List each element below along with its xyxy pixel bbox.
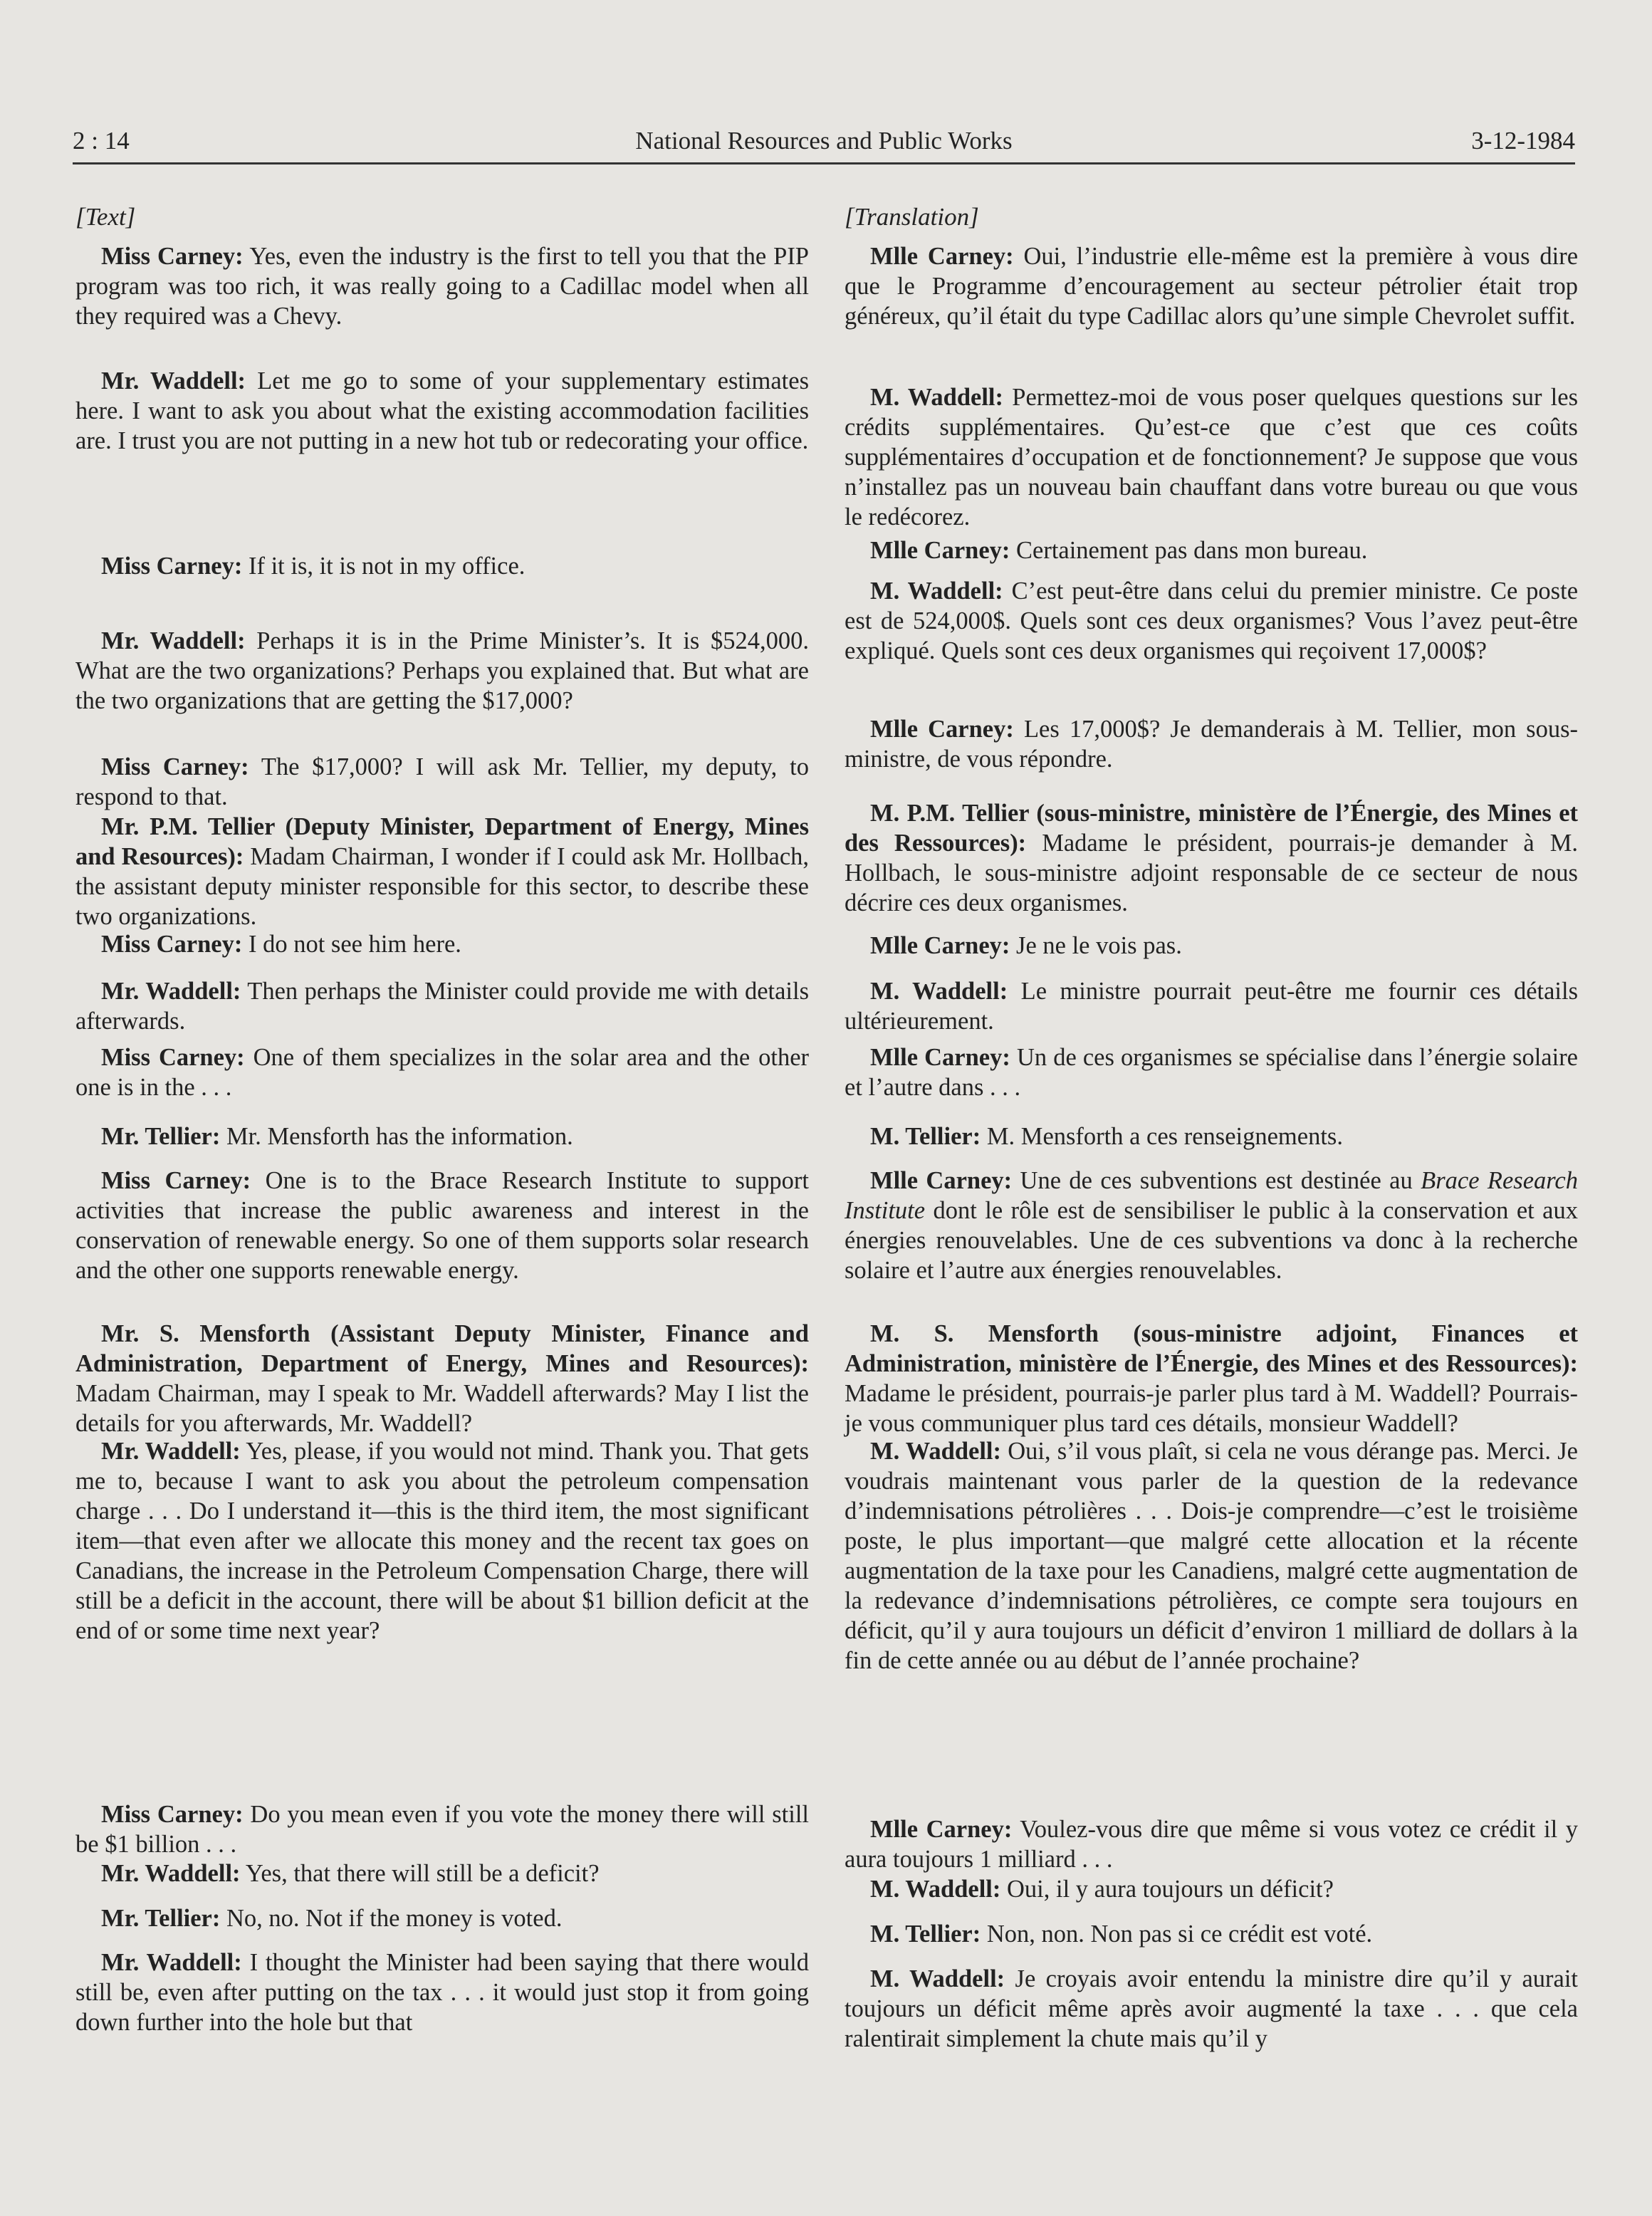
speaker-name: Mr. Waddell: <box>101 367 246 394</box>
speech-text: One is to the Brace Research Institute to support activities that increase the public awareness and interest in the conservation of renewable energy. So one of them supports solar research and the other one supports renewable energy. <box>75 1167 809 1284</box>
speech-paragraph <box>75 1166 809 1285</box>
speaker-name: Mlle Carney: <box>870 1044 1010 1071</box>
speaker-name: Miss Carney: <box>101 1167 251 1194</box>
speech-text: I thought the Minister had been saying that there would still be, even after putting on the tax . . . it would just stop it from going down further into the hole but that <box>75 1949 810 2036</box>
speech-paragraph <box>845 1319 1578 1438</box>
speech-paragraph <box>845 798 1578 918</box>
column-tag: [Text] <box>75 203 136 231</box>
italic-name: Brace Research Institute <box>845 1167 1578 1224</box>
speaker-name: Mr. Waddell: <box>101 1860 241 1887</box>
speech-text: M. Mensforth a ces renseignements. <box>986 1123 1343 1150</box>
speaker-name: Miss Carney: <box>101 243 244 270</box>
speech-paragraph <box>75 976 809 1036</box>
publication-title: National Resources and Public Works <box>635 127 1013 155</box>
speaker-name: M. Waddell: <box>870 1965 1005 1992</box>
speech-text: Voulez-vous dire que même si vous votez ce crédit il y aura toujours 1 milliard . . . <box>845 1816 1578 1873</box>
speech-text: Madame le président, pourrais-je demander à M. Hollbach, le sous-ministre adjoint responsable de ce secteur de nous décrire ces deux organismes. <box>845 830 1578 916</box>
speech-text: Oui, l’industrie elle-même est la première à vous dire que le Programme d’encouragement au secteur pétrolier était trop généreux, qu’il était du type Cadillac alors qu’une simple Chevrolet suffit. <box>845 243 1579 330</box>
speech-paragraph <box>845 382 1578 532</box>
speech-text: Je croyais avoir entendu la ministre dire qu’il y aurait toujours un déficit même après avoir augmenté la taxe . . . que cela ralentirait simplement la chute mais qu’il y <box>845 1965 1579 2052</box>
speaker-name: Miss Carney: <box>101 1044 245 1071</box>
speech-paragraph <box>845 1436 1578 1676</box>
speech-text: If it is, it is not in my office. <box>248 553 526 580</box>
speaker-name: M. Waddell: <box>870 1438 1001 1465</box>
speaker-name: Mr. Tellier: <box>101 1123 221 1150</box>
speaker-name: M. P.M. Tellier (sous-ministre, ministère de l’Énergie, des Mines et des Ressources): <box>845 800 1578 857</box>
speaker-name: M. Tellier: <box>870 1123 981 1150</box>
speech-paragraph <box>845 1964 1578 2054</box>
speaker-name: M. Waddell: <box>870 384 1004 411</box>
speech-paragraph <box>75 752 809 812</box>
speaker-name: Miss Carney: <box>101 1801 244 1828</box>
speech-text: Permettez-moi de vous poser quelques questions sur les crédits supplémentaires. Qu’est-ce que c’est que ces coûts supplémentaires d’occupation et de fonctionnement? Je suppose que vous n’installez pas un nouveau bain chauffant dans votre bureau ou que vous le redécorez. <box>845 384 1578 531</box>
speaker-name: Mlle Carney: <box>870 1167 1013 1194</box>
speaker-name: M. Waddell: <box>870 577 1003 605</box>
speech-text: Yes, that there will still be a deficit? <box>245 1860 600 1887</box>
speech-text: Perhaps it is in the Prime Minister’s. It is $524,000. What are the two organizations? Perhaps you explained that. But what are the two organizations that are getting the $17,000? <box>75 627 809 714</box>
speech-text: Certainement pas dans mon bureau. <box>1016 537 1368 564</box>
speech-paragraph <box>845 535 1578 565</box>
speech-text: Then perhaps the Minister could provide me with details afterwards. <box>75 978 810 1035</box>
speaker-name: Mr. Waddell: <box>101 1949 242 1976</box>
speaker-name: M. Waddell: <box>870 1876 1001 1903</box>
speaker-name: Mr. Tellier: <box>101 1905 221 1932</box>
speech-paragraph <box>845 576 1578 666</box>
speaker-name: Mlle Carney: <box>870 716 1014 743</box>
speech-text: Le ministre pourrait peut-être me fournir ces détails ultérieurement. <box>845 978 1579 1035</box>
speaker-name: Mlle Carney: <box>870 1816 1013 1843</box>
speech-text: Mr. Mensforth has the information. <box>226 1123 573 1150</box>
speaker-name: Mr. S. Mensforth (Assistant Deputy Minister, Finance and Administration, Department of Energy, Mines and Resources): <box>75 1320 809 1377</box>
speaker-name: Miss Carney: <box>101 931 243 958</box>
speech-paragraph <box>75 1799 809 1859</box>
issue-date: 3-12-1984 <box>1471 127 1575 155</box>
speech-text: Madam Chairman, may I speak to Mr. Waddell afterwards? May I list the details for you afterwards, Mr. Waddell? <box>75 1380 809 1437</box>
speech-text: Yes, even the industry is the first to tell you that the PIP program was too rich, it was really going to a Cadillac model when all they required was a Chevy. <box>75 243 809 330</box>
speech-paragraph <box>75 551 809 581</box>
speech-paragraph <box>75 1903 809 1933</box>
speech-text: Les 17,000$? Je demanderais à M. Tellier, mon sous-ministre, de vous répondre. <box>845 716 1579 773</box>
column-tag: [Translation] <box>845 203 979 231</box>
speaker-name: Mlle Carney: <box>870 537 1010 564</box>
speaker-name: Mr. Waddell: <box>101 1438 241 1465</box>
speech-paragraph <box>845 1122 1578 1151</box>
speech-paragraph <box>845 1042 1578 1102</box>
speaker-name: Mlle Carney: <box>870 243 1014 270</box>
speech-text: One of them specializes in the solar area and the other one is in the . . . <box>75 1044 810 1101</box>
speech-text: Oui, s’il vous plaît, si cela ne vous dérange pas. Merci. Je voudrais maintenant vous parler de la question de la redevance d’indemnisations pétrolières . . . Dois-je comprendre—c’est le troisième poste, le plus important—que malgré cette allocation et la récente augmentation de la taxe pour les Canadiens, malgré cette augmentation de la redevance d’indemnisations pétrolières, ce compte sera toujours en déficit, qu’il y aura toujours un déficit d’environ 1 milliard de dollars à la fin de cette année ou au début de l’année prochaine? <box>845 1438 1578 1674</box>
speaker-name: Mr. P.M. Tellier (Deputy Minister, Department of Energy, Mines and Resources): <box>75 813 809 870</box>
speech-paragraph <box>845 976 1578 1036</box>
speech-paragraph <box>75 1436 809 1646</box>
page-number: 2 : 14 <box>73 127 130 155</box>
speech-text: Do you mean even if you vote the money there will still be $1 billion . . . <box>75 1801 810 1858</box>
speech-text-tail: dont le rôle est de sensibiliser le public à la conservation et aux énergies renouvelables. Une de ces subventions va donc à la recherche solaire et l’autre aux énergies renouvelables. <box>845 1197 1578 1284</box>
speaker-name: Mr. Waddell: <box>101 978 241 1005</box>
speech-text: The $17,000? I will ask Mr. Tellier, my deputy, to respond to that. <box>75 753 809 810</box>
speech-paragraph <box>75 1122 809 1151</box>
speaker-name: M. Waddell: <box>870 978 1008 1005</box>
speech-paragraph <box>845 1874 1578 1904</box>
speaker-name: M. Tellier: <box>870 1920 981 1948</box>
speech-paragraph <box>75 812 809 931</box>
speech-paragraph <box>845 931 1578 961</box>
speech-text: Madame le président, pourrais-je parler plus tard à M. Waddell? Pourrais-je vous communiquer plus tard ces détails, monsieur Waddell? <box>845 1380 1578 1437</box>
speech-paragraph <box>75 1948 809 2037</box>
speech-paragraph <box>75 626 809 716</box>
speech-text: Let me go to some of your supplementary estimates here. I want to ask you about what the existing accommodation facilities are. I trust you are not putting in a new hot tub or redecorating your office. <box>75 367 810 454</box>
speaker-name: Mr. Waddell: <box>101 627 246 654</box>
speech-paragraph <box>75 1859 809 1888</box>
speech-paragraph <box>845 1814 1578 1874</box>
english-column <box>75 202 810 2036</box>
speech-paragraph <box>845 1919 1578 1949</box>
speech-text: Un de ces organismes se spécialise dans l’énergie solaire et l’autre dans . . . <box>845 1044 1578 1101</box>
speech-paragraph <box>845 241 1578 331</box>
speaker-name: Miss Carney: <box>101 753 249 780</box>
speaker-name: Mlle Carney: <box>870 932 1010 959</box>
speech-text: Non, non. Non pas si ce crédit est voté. <box>986 1920 1373 1948</box>
speech-paragraph <box>75 1042 809 1102</box>
speech-text: Oui, il y aura toujours un déficit? <box>1007 1876 1334 1903</box>
speech-text: C’est peut-être dans celui du premier ministre. Ce poste est de 524,000$. Quels sont ces deux organismes? Vous l’avez peut-être expliqué. Quels sont ces deux organismes qui reçoivent 17,000$? <box>845 577 1579 664</box>
speech-paragraph <box>75 1319 809 1438</box>
speech-text: No, no. Not if the money is voted. <box>226 1905 563 1932</box>
speech-paragraph <box>75 241 809 331</box>
speech-paragraph <box>75 366 809 456</box>
speech-paragraph <box>845 1166 1578 1285</box>
speech-text: Yes, please, if you would not mind. Thank you. That gets me to, because I want to ask you about the petroleum compensation charge . . . Do I understand it—this is the third item, the most significant item—that even after we allocate this money and the recent tax goes on Canadians, the increase in the Petroleum Compensation Charge, there will still be a deficit in the account, there will be about $1 billion deficit at the end of or some time next year? <box>75 1438 809 1644</box>
speech-text: Une de ces subventions est destinée au <box>1020 1167 1413 1194</box>
speech-paragraph <box>75 929 809 959</box>
french-column <box>845 202 1579 2052</box>
speaker-name: M. S. Mensforth (sous-ministre adjoint, Finances et Administration, ministère de l’Énergie, des Mines et des Ressources): <box>845 1320 1578 1377</box>
speech-text: Je ne le vois pas. <box>1016 932 1182 959</box>
speech-text: Madam Chairman, I wonder if I could ask Mr. Hollbach, the assistant deputy minister responsible for this sector, to describe these two organizations. <box>75 843 810 930</box>
running-header <box>73 125 1575 164</box>
speech-text: I do not see him here. <box>248 931 461 958</box>
speaker-name: Miss Carney: <box>101 553 243 580</box>
speech-paragraph <box>845 714 1578 774</box>
